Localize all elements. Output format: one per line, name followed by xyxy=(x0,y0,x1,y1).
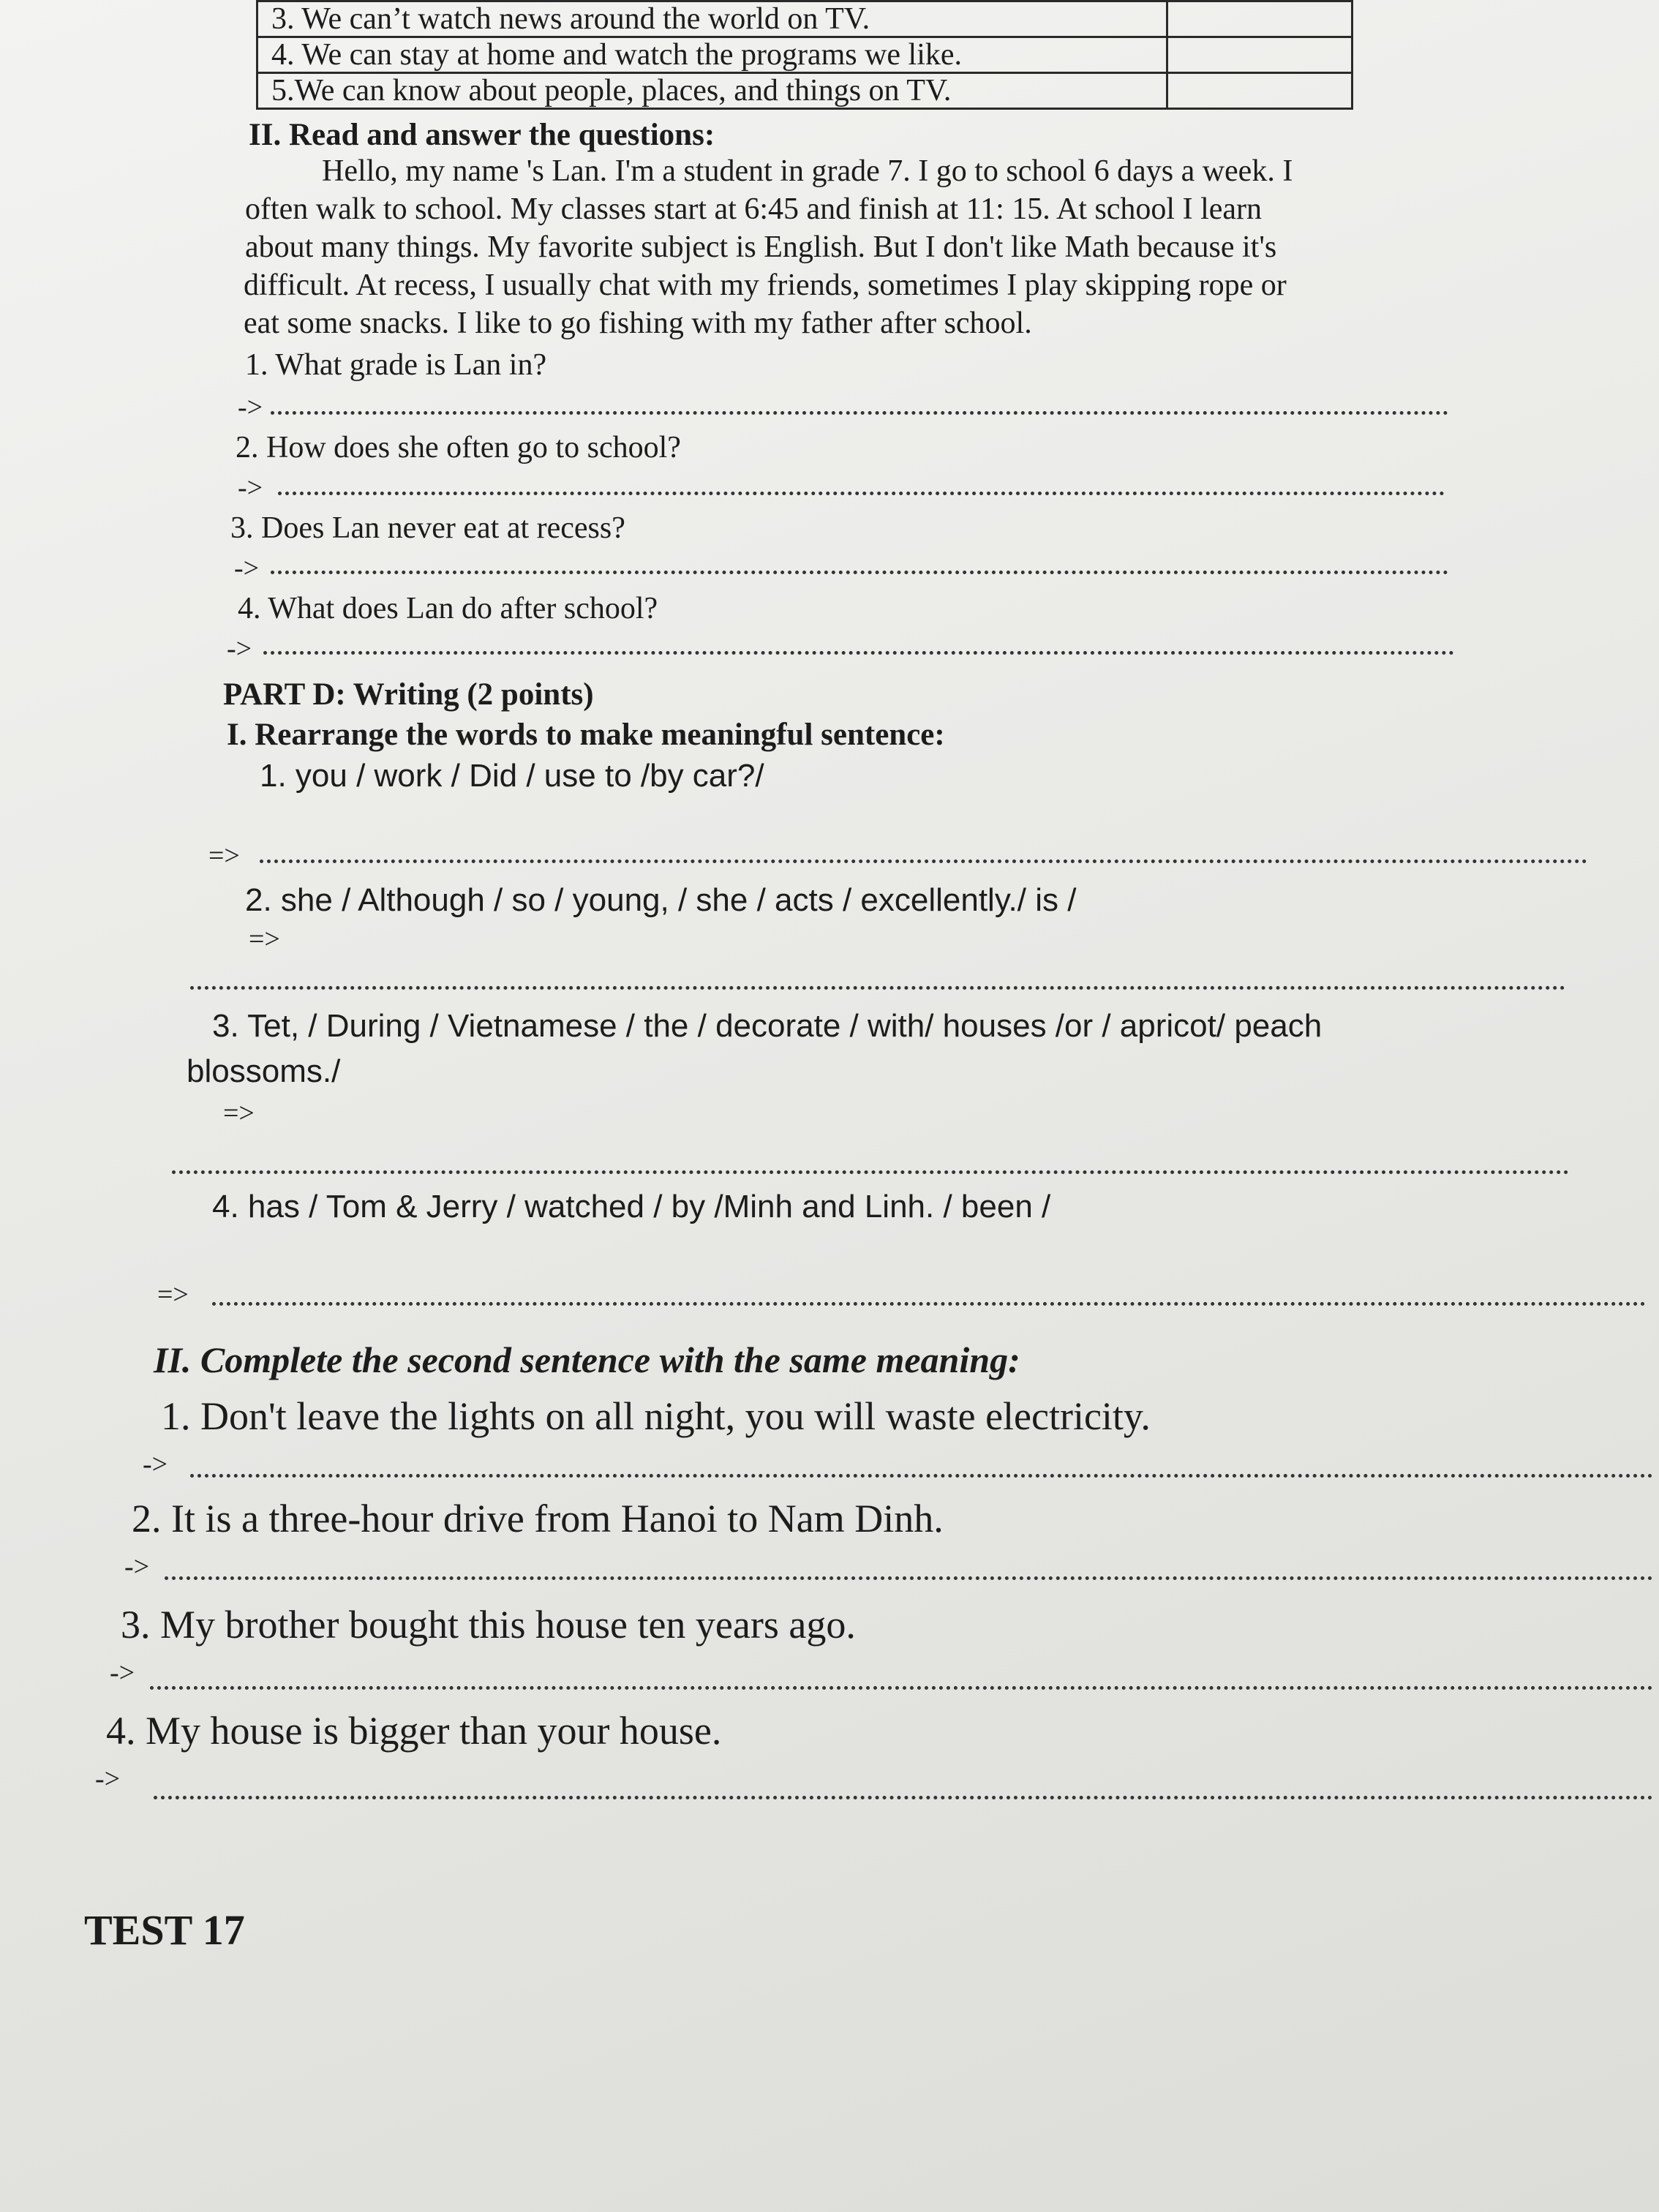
true-false-table xyxy=(256,0,1353,110)
table-cell-statement: 4. We can stay at home and watch the programs we like. xyxy=(257,37,1167,73)
passage-line: difficult. At recess, I usually chat with my friends, sometimes I play skipping rope or xyxy=(244,268,1287,302)
answer-cell[interactable] xyxy=(1167,37,1353,73)
table-row xyxy=(257,37,1353,73)
complete-item: 4. My house is bigger than your house. xyxy=(106,1709,722,1753)
table-cell-statement: 3. We can’t watch news around the world on TV. xyxy=(257,1,1167,37)
answer-arrow: => xyxy=(157,1279,189,1310)
answer-cell[interactable] xyxy=(1167,73,1353,109)
rearrange-item-continued: blossoms./ xyxy=(187,1053,341,1089)
rearrange-heading: I. Rearrange the words to make meaningful sentence: xyxy=(227,718,945,752)
rearrange-item: 1. you / work / Did / use to /by car?/ xyxy=(260,758,764,794)
table-row xyxy=(257,1,1353,37)
answer-arrow: -> xyxy=(124,1551,150,1582)
answer-line[interactable] xyxy=(154,1796,1653,1799)
reading-question: 2. How does she often go to school? xyxy=(236,431,681,464)
reading-heading: II. Read and answer the questions: xyxy=(249,118,715,152)
answer-line[interactable] xyxy=(172,1170,1569,1174)
answer-line[interactable] xyxy=(190,1474,1653,1478)
passage-line: often walk to school. My classes start at 6:45 and finish at 11: 15. At school I learn xyxy=(245,192,1263,226)
complete-item: 1. Don't leave the lights on all night, you will waste electricity. xyxy=(161,1394,1151,1438)
answer-line[interactable] xyxy=(150,1686,1653,1690)
answer-arrow: -> xyxy=(110,1658,135,1688)
reading-question: 3. Does Lan never eat at recess? xyxy=(230,511,625,545)
test-label: TEST 17 xyxy=(84,1906,245,1954)
answer-line[interactable] xyxy=(212,1302,1646,1306)
answer-arrow: => xyxy=(208,840,240,871)
reading-question: 4. What does Lan do after school? xyxy=(238,592,658,625)
answer-arrow: => xyxy=(223,1098,255,1129)
complete-item: 3. My brother bought this house ten years ago. xyxy=(121,1603,856,1647)
passage-line: about many things. My favorite subject is English. But I don't like Math because it's xyxy=(245,230,1277,264)
rearrange-item: 3. Tet, / During / Vietnamese / the / decorate / with/ houses /or / apricot/ peach xyxy=(212,1008,1323,1044)
answer-arrow: -> xyxy=(143,1449,168,1480)
reading-question: 1. What grade is Lan in? xyxy=(245,348,547,382)
answer-arrow: -> xyxy=(238,392,263,423)
rearrange-item: 2. she / Although / so / young, / she / acts / excellently./ is / xyxy=(245,882,1077,918)
answer-line[interactable] xyxy=(165,1576,1653,1580)
table-cell-statement: 5.We can know about people, places, and things on TV. xyxy=(257,73,1167,109)
answer-line[interactable] xyxy=(278,492,1445,495)
part-title: PART D: Writing (2 points) xyxy=(223,677,594,712)
answer-arrow: -> xyxy=(234,553,260,584)
answer-arrow: => xyxy=(249,924,280,955)
passage-line: eat some snacks. I like to go fishing with my father after school. xyxy=(244,306,1032,340)
table-row xyxy=(257,73,1353,109)
answer-line[interactable] xyxy=(271,571,1448,574)
answer-cell[interactable] xyxy=(1167,1,1353,37)
answer-line[interactable] xyxy=(190,986,1565,990)
complete-item: 2. It is a three-hour drive from Hanoi to Nam Dinh. xyxy=(132,1497,944,1540)
answer-arrow: -> xyxy=(95,1764,121,1794)
answer-line[interactable] xyxy=(260,859,1587,863)
passage-line: Hello, my name 's Lan. I'm a student in grade 7. I go to school 6 days a week. I xyxy=(322,154,1293,188)
rearrange-item: 4. has / Tom & Jerry / watched / by /Minh and Linh. / been / xyxy=(212,1189,1051,1224)
answer-arrow: -> xyxy=(238,473,263,503)
complete-heading: II. Complete the second sentence with the same meaning: xyxy=(154,1339,1020,1380)
answer-arrow: -> xyxy=(227,633,252,664)
answer-line[interactable] xyxy=(271,411,1448,415)
answer-line[interactable] xyxy=(263,651,1454,655)
